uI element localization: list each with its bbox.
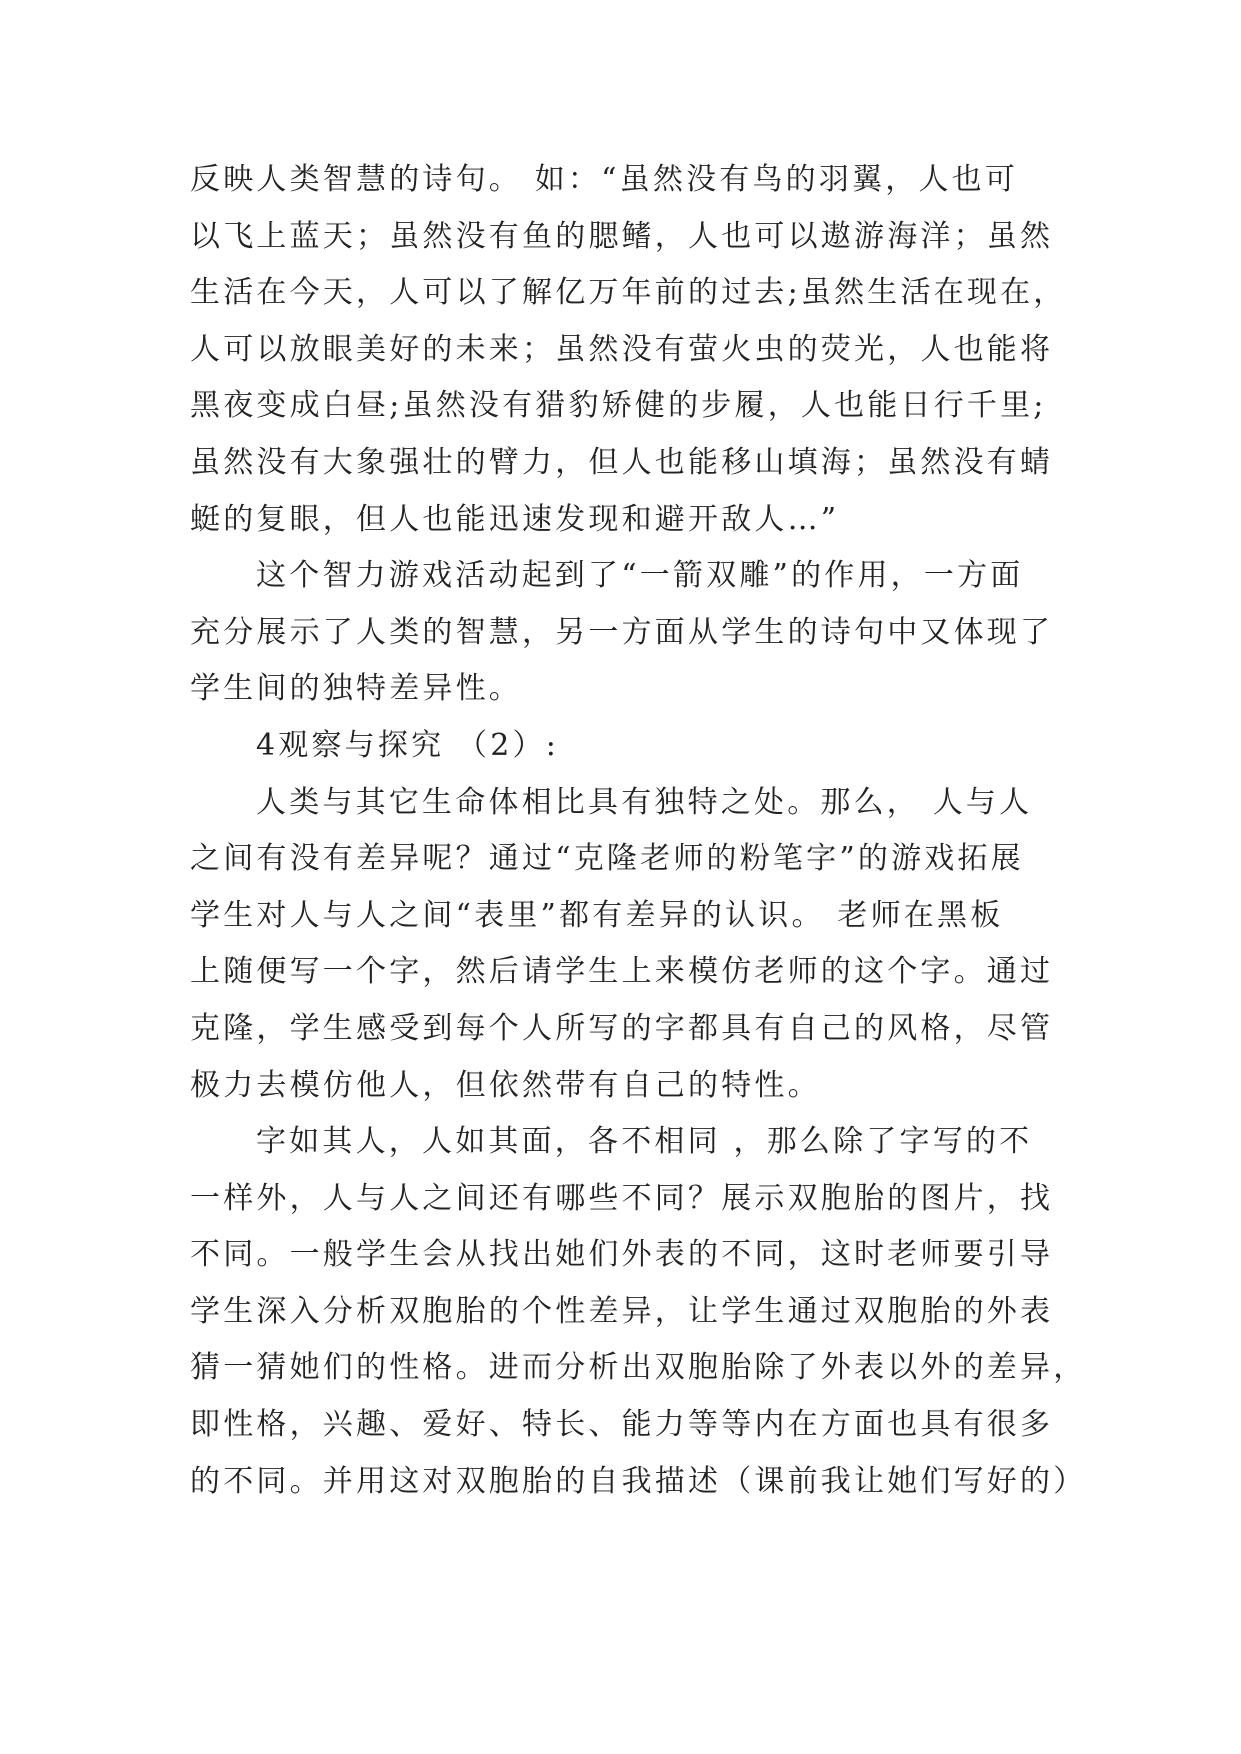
text-line: 学生深入分析双胞胎的个性差异，让学生通过双胞胎的外表 — [190, 1293, 1054, 1329]
text-line: 虽然没有大象强壮的臂力，但人也能移山填海；虽然没有蜻 — [190, 444, 1054, 480]
paragraph-start-line: 人类与其它生命体相比具有独特之处。那么， 人与人 — [256, 784, 1033, 820]
text-line: 即性格，兴趣、爱好、特长、能力等等内在方面也具有很多 — [190, 1407, 1054, 1443]
text-line: 上随便写一个字，然后请学生上来模仿老师的这个字。通过 — [190, 954, 1054, 990]
paragraph-start-line: 这个智力游戏活动起到了“一箭双雕”的作用，一方面 — [256, 558, 1024, 594]
text-line: 猜一猜她们的性格。进而分析出双胞胎除了外表以外的差异， — [190, 1350, 1087, 1386]
text-line: 充分展示了人类的智慧，另一方面从学生的诗句中又体现了 — [190, 614, 1054, 650]
text-line: 黑夜变成白昼;虽然没有猎豹矫健的步履，人也能日行千里; — [190, 388, 1047, 424]
body-text — [190, 152, 1087, 1510]
text-line: 学生对人与人之间“表里”都有差异的认识。 老师在黑板 — [190, 897, 1004, 933]
text-line: 的不同。并用这对双胞胎的自我描述（课前我让她们写好的） — [190, 1463, 1087, 1499]
text-line: 之间有没有差异呢？通过“克隆老师的粉笔字”的游戏拓展 — [190, 841, 1024, 877]
text-line: 生活在今天，人可以了解亿万年前的过去;虽然生活在现在， — [190, 275, 1067, 311]
section-heading: 4观察与探究 （2）: — [256, 727, 560, 763]
text-line: 反映人类智慧的诗句。 如：“虽然没有鸟的羽翼，人也可 — [190, 162, 1019, 197]
text-line: 不同。一般学生会从找出她们外表的不同，这时老师要引导 — [190, 1237, 1054, 1273]
text-line: 以飞上蓝天；虽然没有鱼的腮鳍，人也可以遨游海洋；虽然 — [190, 218, 1054, 254]
text-line: 学生间的独特差异性。 — [190, 671, 522, 707]
text-line: 蜓的复眼，但人也能迅速发现和避开敌人…” — [190, 501, 840, 537]
text-line: 克隆，学生感受到每个人所写的字都具有自己的风格，尽管 — [190, 1010, 1054, 1046]
paragraph-start-line: 字如其人，人如其面，各不相同 ，那么除了字写的不 — [256, 1124, 1033, 1160]
text-line: 一样外，人与人之间还有哪些不同？展示双胞胎的图片，找 — [190, 1180, 1054, 1216]
text-line: 人可以放眼美好的未来；虽然没有萤火虫的荧光，人也能将 — [190, 331, 1054, 367]
text-line: 极力去模仿他人，但依然带有自己的特性。 — [190, 1067, 821, 1103]
